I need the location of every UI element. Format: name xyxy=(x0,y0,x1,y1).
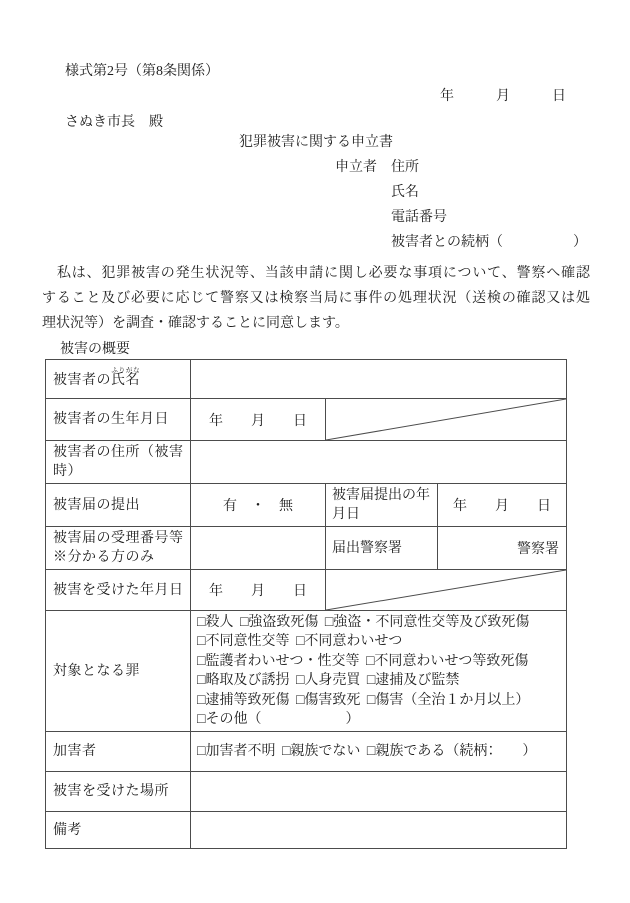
furigana-text: ふりがな xyxy=(111,366,140,374)
unused-cell xyxy=(326,399,567,441)
row-label-applicable-crimes: 対象となる罪 xyxy=(46,611,191,732)
row-label-report-date: 被害届提出の年月日 xyxy=(326,484,438,527)
table-row-remarks xyxy=(46,812,567,849)
consent-paragraph xyxy=(42,261,590,336)
form-number: 様式第2号（第8条関係） xyxy=(65,64,219,79)
label-text: 被害届の受理番号等 xyxy=(53,531,184,546)
table-row-applicable-crimes xyxy=(46,611,567,732)
report-filed-choice: 有 ・ 無 xyxy=(191,484,326,527)
table-row-report-filed xyxy=(46,484,567,527)
damage-date-field: 年 月 日 xyxy=(191,570,326,611)
applicant-block xyxy=(42,155,590,255)
damage-summary-table xyxy=(45,359,567,849)
label-text: 氏名 xyxy=(111,372,140,388)
applicant-address-label: 住所 xyxy=(391,160,419,175)
table-row-damage-place xyxy=(46,772,567,812)
crime-checkbox-line: □殺人 □強盗致死傷 □強盗・不同意性交等及び致死傷 xyxy=(197,615,530,630)
applicant-label-spacer xyxy=(335,205,391,230)
page-title: 犯罪被害に関する申立書 xyxy=(239,135,393,150)
victim-birthdate-field: 年 月 日 xyxy=(191,399,326,441)
crime-checkbox-line: □不同意性交等 □不同意わいせつ xyxy=(197,634,403,650)
applicant-row-relationship xyxy=(42,230,590,255)
consent-line: すること及び必要に応じて警察又は検察当局に事件の処理状況（送検の確認又は処 xyxy=(42,291,590,306)
row-label-receipt-number xyxy=(46,527,191,570)
table-row-receipt-number xyxy=(46,527,567,570)
row-label-remarks: 備考 xyxy=(46,812,191,849)
consent-line: 理状況等）を調査・確認することに同意します。 xyxy=(42,316,349,331)
applicant-phone-label: 電話番号 xyxy=(391,210,447,225)
table-row-damage-date xyxy=(46,570,567,611)
row-label-damage-date: 被害を受けた年月日 xyxy=(46,570,191,611)
police-station-suffix: 警察署 xyxy=(438,527,567,570)
remarks-field xyxy=(191,812,567,849)
crime-checkbox-line: □逮捕等致死傷 □傷害致死 □傷害（全治１か月以上） xyxy=(197,692,530,708)
label-text: 被害者の xyxy=(53,372,111,388)
row-label-damage-place: 被害を受けた場所 xyxy=(46,772,191,812)
table-row-perpetrator xyxy=(46,732,567,772)
applicant-row-name xyxy=(42,180,590,205)
applicant-row-address xyxy=(42,155,590,180)
applicant-name-label: 氏名 xyxy=(391,185,419,200)
label-note: ※分かる方のみ xyxy=(53,550,155,565)
row-label-victim-address: 被害者の住所（被害時） xyxy=(46,441,191,484)
table-row-victim-address xyxy=(46,441,567,484)
applicant-label: 申立者 xyxy=(335,160,377,175)
victim-name-ruby xyxy=(111,366,140,388)
diagonal-strikethrough xyxy=(326,570,566,610)
applicant-label-spacer xyxy=(335,230,391,255)
addressee: さぬき市長 殿 xyxy=(65,115,163,130)
applicant-row-phone xyxy=(42,205,590,230)
perpetrator-checkbox-line: □加害者不明 □親族でない □親族である（続柄： ） xyxy=(191,732,567,772)
crime-checkbox-list xyxy=(191,611,567,732)
applicant-relationship-label: 被害者との続柄（ ） xyxy=(391,235,587,250)
victim-name-field xyxy=(191,360,567,399)
date-blank-line: 年 月 日 xyxy=(440,89,566,104)
table-row-victim-birthdate xyxy=(46,399,567,441)
consent-line: 私は、犯罪被害の発生状況等、当該申請に関し必要な事項について、警察へ確認 xyxy=(42,266,590,281)
victim-address-field xyxy=(191,441,567,484)
crime-checkbox-line: □略取及び誘拐 □人身売買 □逮捕及び監禁 xyxy=(197,673,460,689)
row-label-victim-birthdate: 被害者の生年月日 xyxy=(46,399,191,441)
crime-checkbox-line: □その他（ ） xyxy=(197,712,360,728)
row-label-perpetrator: 加害者 xyxy=(46,732,191,772)
diagonal-strikethrough xyxy=(326,399,566,440)
crime-checkbox-line: □監護者わいせつ・性交等 □不同意わいせつ等致死傷 xyxy=(197,653,529,669)
damage-place-field xyxy=(191,772,567,812)
row-label-report-filed: 被害届の提出 xyxy=(46,484,191,527)
receipt-number-field xyxy=(191,527,326,570)
report-date-field: 年 月 日 xyxy=(438,484,567,527)
unused-cell xyxy=(326,570,567,611)
applicant-label-spacer xyxy=(335,180,391,205)
table-row-victim-name xyxy=(46,360,567,399)
row-label-police-station: 届出警察署 xyxy=(326,527,438,570)
table-caption: 被害の概要 xyxy=(60,342,130,357)
row-label-victim-name xyxy=(46,360,191,399)
